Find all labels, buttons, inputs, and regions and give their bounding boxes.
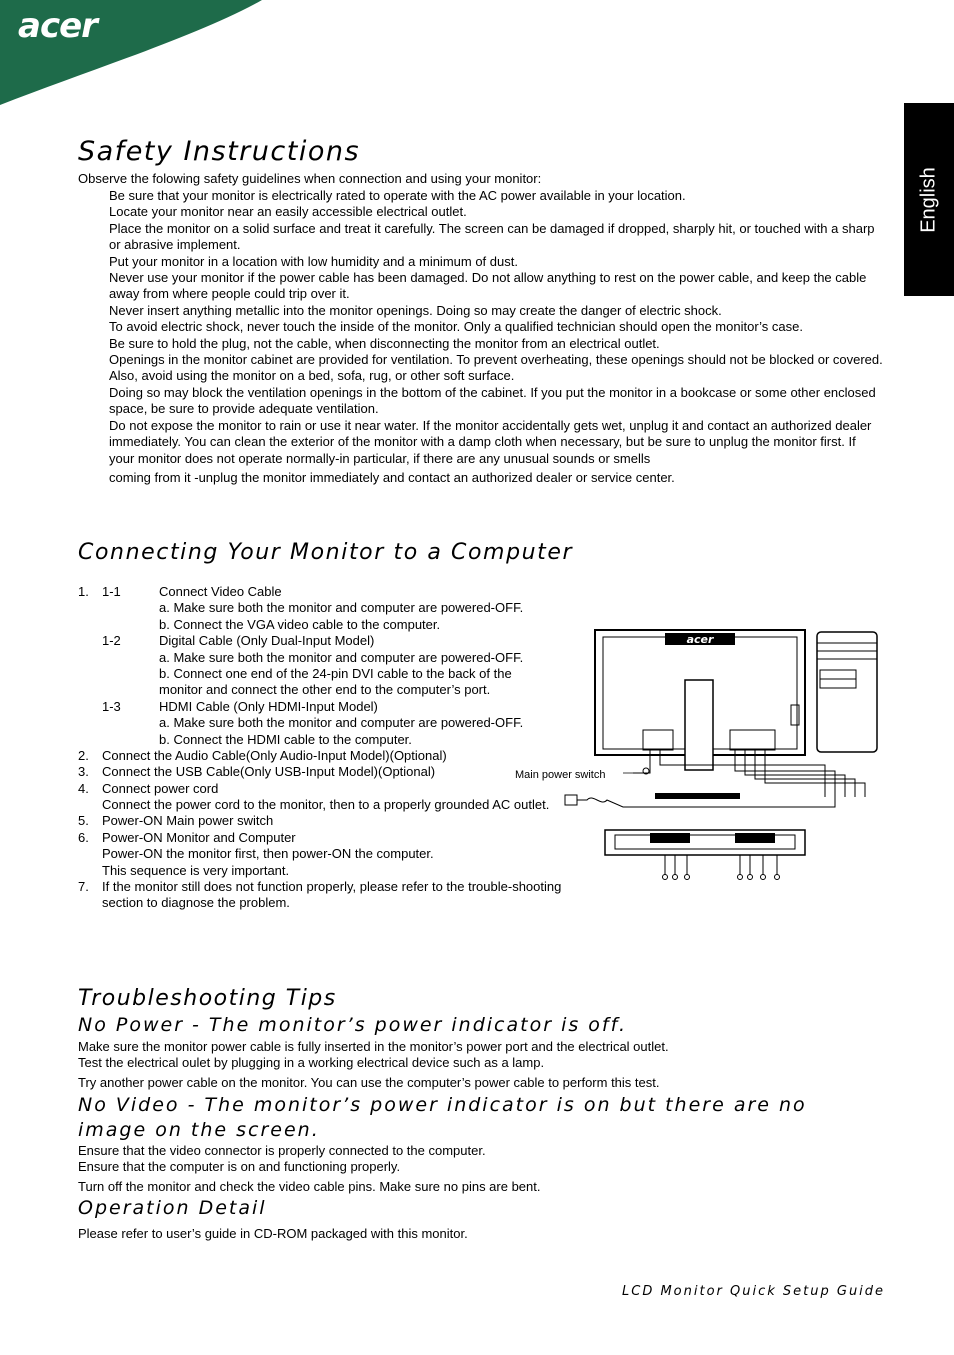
language-label: English: [917, 166, 940, 233]
connect-steps: [78, 584, 563, 912]
safety-item: Put your monitor in a location with low humidity and a minimum of dust.: [109, 253, 518, 269]
step-title: Power-ON Monitor and Computer: [102, 829, 296, 845]
step-detail: b. Connect the HDMI cable to the computer.: [159, 731, 412, 747]
step-detail: monitor and connect the other end to the computer’s port.: [159, 682, 491, 698]
safety-item: Do not expose the monitor to rain or use it near water. If the monitor accidentally gets wet, unplug it and contact an authorized dealer immediately. You can clean the exterior of the monitor with a damp cloth when necessary, but be sure to unplug the monitor first. If your monitor does not operate normally-in particular, if there are any unusual sounds or smells: [109, 417, 872, 466]
step-code: 1-2: [102, 633, 121, 649]
step-title: HDMI Cable (Only HDMI-Input Model): [159, 698, 378, 714]
no-video-title: No Video - The monitor’s power indicator is on but there are no image on the screen.: [78, 1094, 807, 1141]
safety-item: Locate your monitor near an easily accessible electrical outlet.: [109, 204, 467, 220]
footer-guide-title: LCD Monitor Quick Setup Guide: [622, 1284, 886, 1299]
connect-title: Connecting Your Monitor to a Computer: [78, 540, 574, 565]
operation-title: Operation Detail: [78, 1197, 267, 1219]
language-tab: [904, 103, 954, 296]
monitor-logo: acer: [686, 633, 714, 646]
step-title: Digital Cable (Only Dual-Input Model): [159, 633, 375, 649]
computer-tower: [817, 632, 877, 752]
step-detail: b. Connect one end of the 24-pin DVI cable to the back of the: [159, 665, 512, 681]
safety-item: Be sure that your monitor is electrically rated to operate with the AC power available in your location.: [109, 188, 686, 203]
safety-item: Doing so may block the ventilation openings in the bottom of the cabinet. If you put the monitor in a bookcase or some other enclosed space, be sure to provide adequate ventilation.: [109, 384, 876, 417]
safety-title: Safety Instructions: [78, 136, 361, 167]
step-title: If the monitor still does not function properly, please refer to the trouble-shooting section to diagnose the problem.: [102, 879, 562, 911]
step-title: Connect the USB Cable(Only USB-Input Model)(Optional): [102, 764, 436, 780]
no-video-line: Ensure that the video connector is properly connected to the computer.: [78, 1143, 486, 1158]
step-title: Connect the Audio Cable(Only Audio-Input Model)(Optional): [102, 747, 447, 763]
main-power-switch-label: Main power switch: [515, 769, 606, 781]
step-number: 6.: [78, 829, 89, 845]
no-video-line: Ensure that the computer is on and functioning properly.: [78, 1159, 401, 1174]
step-detail: b. Connect the VGA video cable to the computer.: [159, 616, 441, 632]
step-detail: This sequence is very important.: [102, 862, 290, 878]
safety-item: Place the monitor on a solid surface and treat it carefully. The screen can be damaged if dropped, sharply hit, or touched with a sharp or abrasive implement.: [109, 220, 875, 253]
no-power-line: Make sure the monitor power cable is fully inserted in the monitor’s power port and the electrical outlet.: [78, 1039, 669, 1054]
step-title: Connect Video Cable: [159, 584, 282, 599]
connection-diagram: [515, 625, 887, 885]
step-code: 1-1: [102, 584, 121, 599]
safety-item: To avoid electric shock, never touch the inside of the monitor. Only a qualified technician should open the monitor’s case.: [109, 319, 803, 335]
stand: [685, 680, 713, 770]
step-title: Power-ON Main power switch: [102, 813, 274, 829]
step-detail: a. Make sure both the monitor and computer are powered-OFF.: [159, 715, 524, 731]
no-video-line: Turn off the monitor and check the video cable pins. Make sure no pins are bent.: [78, 1179, 541, 1194]
step-number: 3.: [78, 764, 89, 780]
safety-intro: Observe the folowing safety guidelines when connection and using your monitor:: [78, 171, 542, 186]
safety-item: Openings in the monitor cabinet are provided for ventilation. To prevent overheating, these openings should not be blocked or covered. Also, avoid using the monitor on a bed, sofa, rug, or other soft surface.: [109, 352, 883, 384]
step-number: 1.: [78, 584, 89, 599]
troubleshooting-title: Troubleshooting Tips: [78, 986, 337, 1011]
acer-logo: acer: [18, 6, 97, 46]
step-detail: Power-ON the monitor first, then power-ON the computer.: [102, 846, 434, 862]
safety-item: Never insert anything metallic into the monitor openings. Doing so may create the danger of electric shock.: [109, 302, 722, 318]
step-number: 7.: [78, 879, 89, 895]
step-code: 1-3: [102, 698, 121, 714]
step-detail: Connect the power cord to the monitor, then to a properly grounded AC outlet.: [102, 797, 550, 813]
safety-item: Never use your monitor if the power cable has been damaged. Do not allow anything to rest on the power cable, and keep the cable away from where people could trip over it.: [109, 270, 867, 302]
operation-line: Please refer to user’s guide in CD-ROM packaged with this monitor.: [78, 1226, 468, 1241]
step-title: Connect power cord: [102, 780, 219, 796]
safety-item: Be sure to hold the plug, not the cable, when disconnecting the monitor from an electrical outlet.: [109, 335, 660, 351]
step-number: 5.: [78, 813, 89, 829]
step-number: 2.: [78, 747, 89, 763]
step-detail: a. Make sure both the monitor and computer are powered-OFF.: [159, 649, 524, 665]
no-power-line: Try another power cable on the monitor. You can use the computer’s power cable to perform this test.: [78, 1075, 660, 1090]
step-number: 4.: [78, 780, 89, 796]
step-detail: a. Make sure both the monitor and computer are powered-OFF.: [159, 600, 524, 616]
safety-item: coming from it -unplug the monitor immediately and contact an authorized dealer or service center.: [109, 469, 675, 485]
no-power-title: No Power - The monitor’s power indicator is off.: [78, 1014, 627, 1036]
no-power-line: Test the electrical oulet by plugging in a working electrical device such as a lamp.: [78, 1055, 545, 1070]
safety-list: [109, 188, 884, 486]
